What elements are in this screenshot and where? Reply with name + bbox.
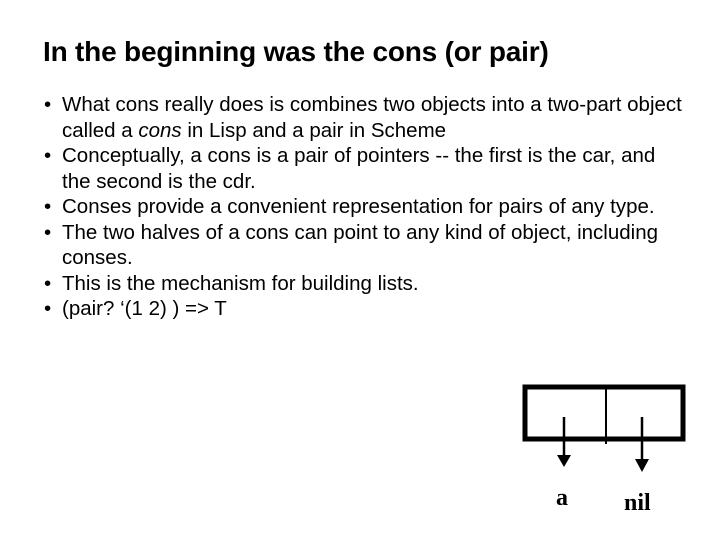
bullet-text: What cons really does is combines two objects into a two-part object called a [62, 93, 682, 142]
bullet-item [44, 296, 684, 322]
bullet-dot: • [44, 220, 52, 244]
bullet-dot: • [44, 297, 52, 320]
cdr-pointer-arrowhead [635, 459, 649, 472]
car-label: a [556, 485, 568, 511]
bullet-text: The two halves of a cons can point to any kind of object, including conses. [62, 220, 659, 269]
car-pointer-arrowhead [557, 455, 571, 467]
bullet-text: Conceptually, a cons is a pair of pointers -- the first is the car, and the second is the cdr. [62, 144, 656, 193]
bullet-item [44, 194, 684, 220]
slide-title: In the beginning was the cons (or pair) [43, 36, 549, 67]
bullet-item [44, 220, 684, 271]
bullet-dot: • [44, 144, 52, 167]
bullet-item [44, 143, 684, 194]
bullet-list [44, 92, 684, 322]
bullet-dot: • [44, 195, 52, 218]
bullet-dot: • [44, 271, 52, 295]
cdr-label: nil [624, 490, 651, 516]
bullet-emphasis: cons [138, 118, 182, 142]
bullet-text: (pair? ‘(1 2) ) => T [62, 297, 227, 320]
cons-cell-box [525, 387, 683, 439]
bullet-item [44, 271, 684, 297]
bullet-text: Conses provide a convenient representation for pairs of any type. [62, 195, 655, 218]
bullet-dot: • [44, 93, 52, 116]
bullet-text: This is the mechanism for building lists. [62, 271, 419, 295]
bullet-text-tail: in Lisp and a pair in Scheme [181, 118, 447, 142]
bullet-item [44, 92, 684, 143]
